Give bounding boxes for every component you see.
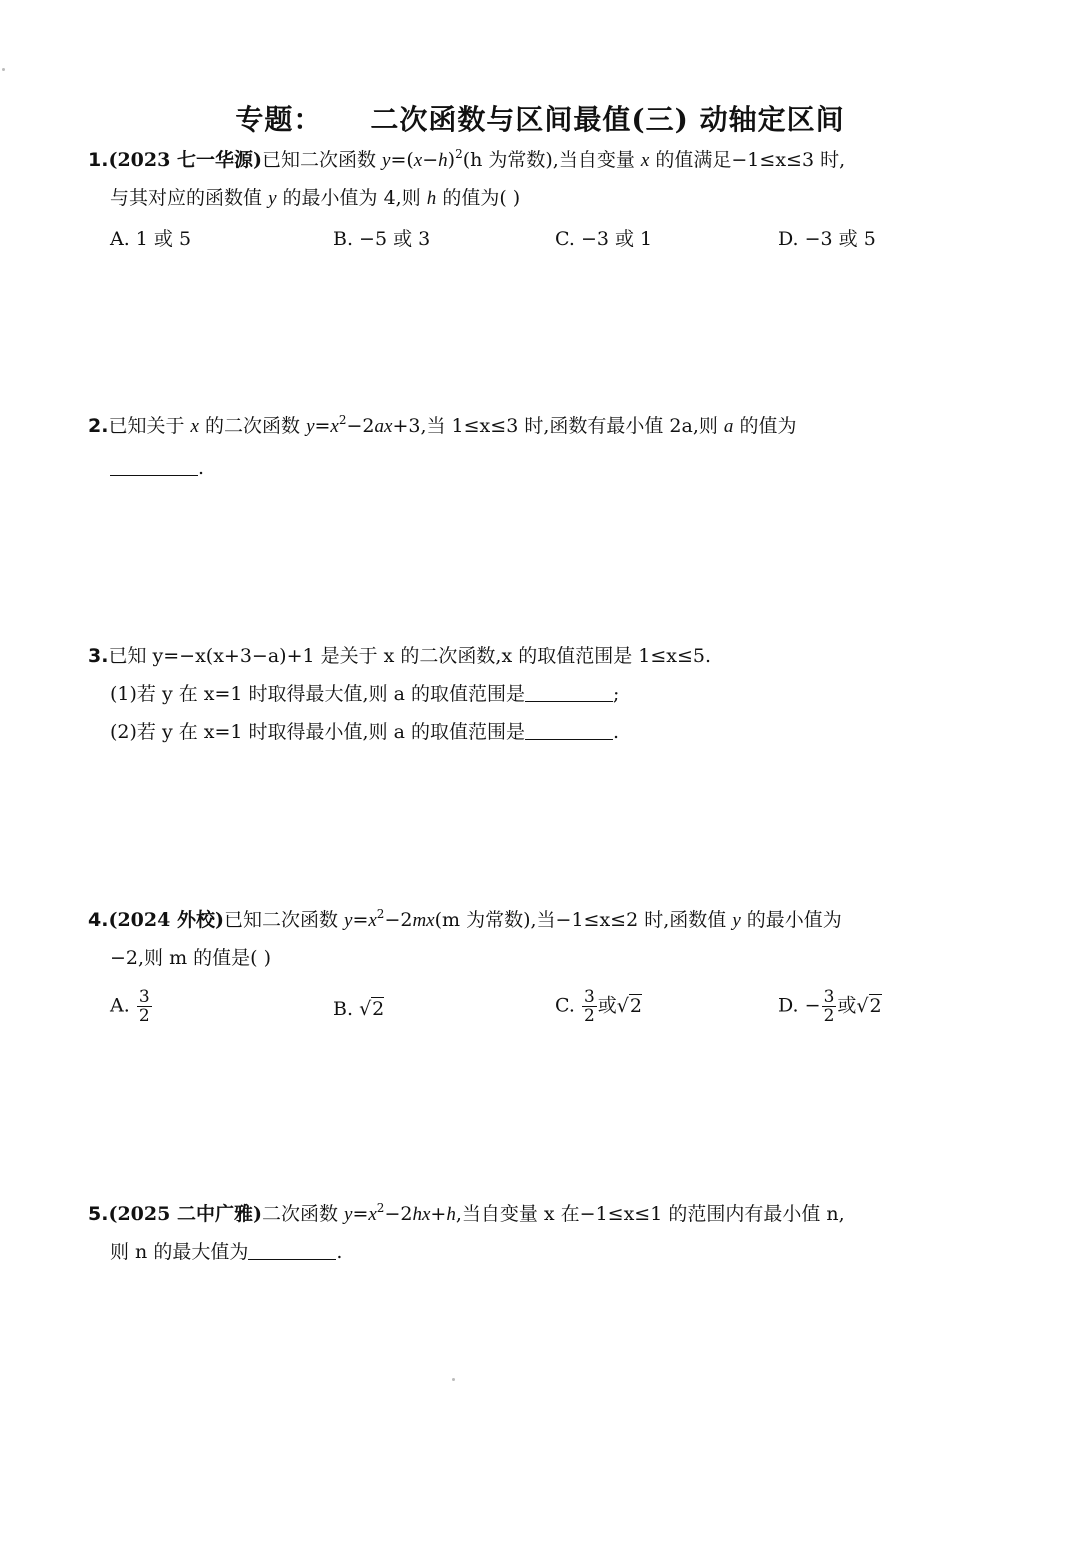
numerator: 3 (823, 987, 835, 1007)
question-text: (2)若 y 在 x=1 时取得最小值,则 a 的取值范围是 (110, 721, 525, 743)
question-source: (2023 七一华源) (108, 149, 262, 171)
question-4-line-2: −2,则 m 的值是( ) (110, 947, 272, 969)
option-a: A. 1 或 5 (110, 228, 192, 250)
sqrt: √2 (856, 994, 882, 1017)
numerator: 3 (583, 987, 595, 1007)
radicand: 2 (629, 994, 642, 1017)
question-3-sub-2 (110, 720, 619, 744)
denominator: 2 (823, 1006, 835, 1026)
question-text: 的值满足−1≤x≤3 时, (655, 149, 846, 171)
question-text: 的最小值为 4,则 (282, 187, 421, 209)
question-text: 已知二次函数 (261, 149, 376, 171)
option-label: D. (778, 994, 799, 1017)
option-b (333, 998, 384, 1020)
question-number: 1. (88, 149, 109, 171)
question-number: 5. (88, 1203, 109, 1225)
question-text: 已知 y=−x(x+3−a)+1 是关于 x 的二次函数,x 的取值范围是 1≤x≤5. (108, 645, 712, 667)
option-label: B. (333, 998, 354, 1020)
sqrt: √2 (616, 994, 642, 1017)
option-d: D. −3 或 5 (778, 228, 876, 250)
question-number: 4. (88, 909, 109, 931)
denominator: 2 (583, 1006, 595, 1026)
option-a (110, 988, 153, 1025)
question-text: (1)若 y 在 x=1 时取得最大值,则 a 的取值范围是 (110, 683, 525, 705)
question-1-line-2: 与其对应的函数值 y 的最小值为 4,则 h 的值为( ) (110, 187, 521, 209)
answer-blank[interactable]: . (110, 456, 204, 480)
minus-sign: − (804, 994, 821, 1017)
radicand: 2 (372, 998, 385, 1020)
question-text: ,当 1≤x≤3 时,函数有最小值 2a,则 (420, 415, 718, 437)
blank-line[interactable] (525, 683, 613, 702)
fraction (137, 988, 152, 1025)
or-word: 或 (837, 994, 857, 1017)
option-b: B. −5 或 3 (333, 228, 431, 250)
question-text: 已知关于 (108, 415, 185, 437)
option-c: C. −3 或 1 (555, 228, 653, 250)
question-5-line-2: 则 n 的最大值为 . (110, 1241, 343, 1263)
sqrt: √2 (359, 998, 385, 1020)
question-text: 二次函数 (261, 1203, 338, 1225)
question-text: ; (612, 683, 620, 705)
question-number: 3. (88, 645, 109, 667)
page-title (0, 98, 1080, 138)
question-text: 的值为 (739, 415, 797, 437)
or-word: 或 (597, 994, 617, 1017)
radicand: 2 (869, 994, 882, 1017)
question-source: (2024 外校) (108, 909, 224, 931)
question-3-line-1 (88, 644, 711, 668)
option-c (555, 988, 642, 1025)
question-1-line-1: 1.(2023 七一华源)已知二次函数 $y=(x-h)^2(h$ 为常数),当自变量 x 的值满足−1≤x≤3 时, (88, 147, 846, 171)
question-text: 与其对应的函数值 (110, 187, 263, 209)
question-2-line-1: 2.已知关于 x 的二次函数 $y=x^2-2ax+3$,当 1≤x≤3 时,函数有最小值 2a,则 a 的值为 (88, 413, 797, 437)
option-label: C. (555, 994, 575, 1017)
blank-line[interactable] (525, 721, 613, 740)
question-3-sub-1 (110, 682, 619, 706)
question-number: 2. (88, 415, 109, 437)
question-text: (h 为常数),当自变量 (462, 149, 635, 171)
option-label: A. (110, 994, 130, 1017)
numerator: 3 (138, 987, 150, 1007)
question-text: 已知二次函数 (223, 909, 338, 931)
title-label: 专题： (235, 103, 323, 136)
blank-line[interactable] (248, 1241, 336, 1260)
fraction (582, 988, 597, 1025)
question-4-line-1: 4.(2024 外校)已知二次函数 $y=x^2-2mx(m$ 为常数),当−1≤x≤2 时,函数值 y 的最小值为 (88, 907, 842, 931)
option-d (778, 988, 882, 1025)
denominator: 2 (138, 1006, 150, 1026)
title-text: 二次函数与区间最值(三) 动轴定区间 (370, 103, 845, 136)
question-source: (2025 二中广雅) (108, 1203, 262, 1225)
question-text: 的值为( ) (442, 187, 521, 209)
scan-speck (2, 68, 5, 71)
question-text: ,当自变量 x 在−1≤x≤1 的范围内有最小值 n, (455, 1203, 845, 1225)
scan-speck (452, 1378, 455, 1381)
question-text: 则 n 的最大值为 (110, 1241, 249, 1263)
question-text: 的二次函数 (205, 415, 301, 437)
fraction (822, 988, 837, 1025)
blank-line[interactable] (110, 457, 198, 476)
question-text: (m 为常数),当−1≤x≤2 时,函数值 (434, 909, 727, 931)
question-5-line-1: 5.(2025 二中广雅)二次函数 $y=x^2-2hx+h$,当自变量 x 在−1≤x≤1 的范围内有最小值 n, (88, 1201, 845, 1225)
question-text: . (612, 721, 620, 743)
question-text: 的最小值为 (746, 909, 842, 931)
